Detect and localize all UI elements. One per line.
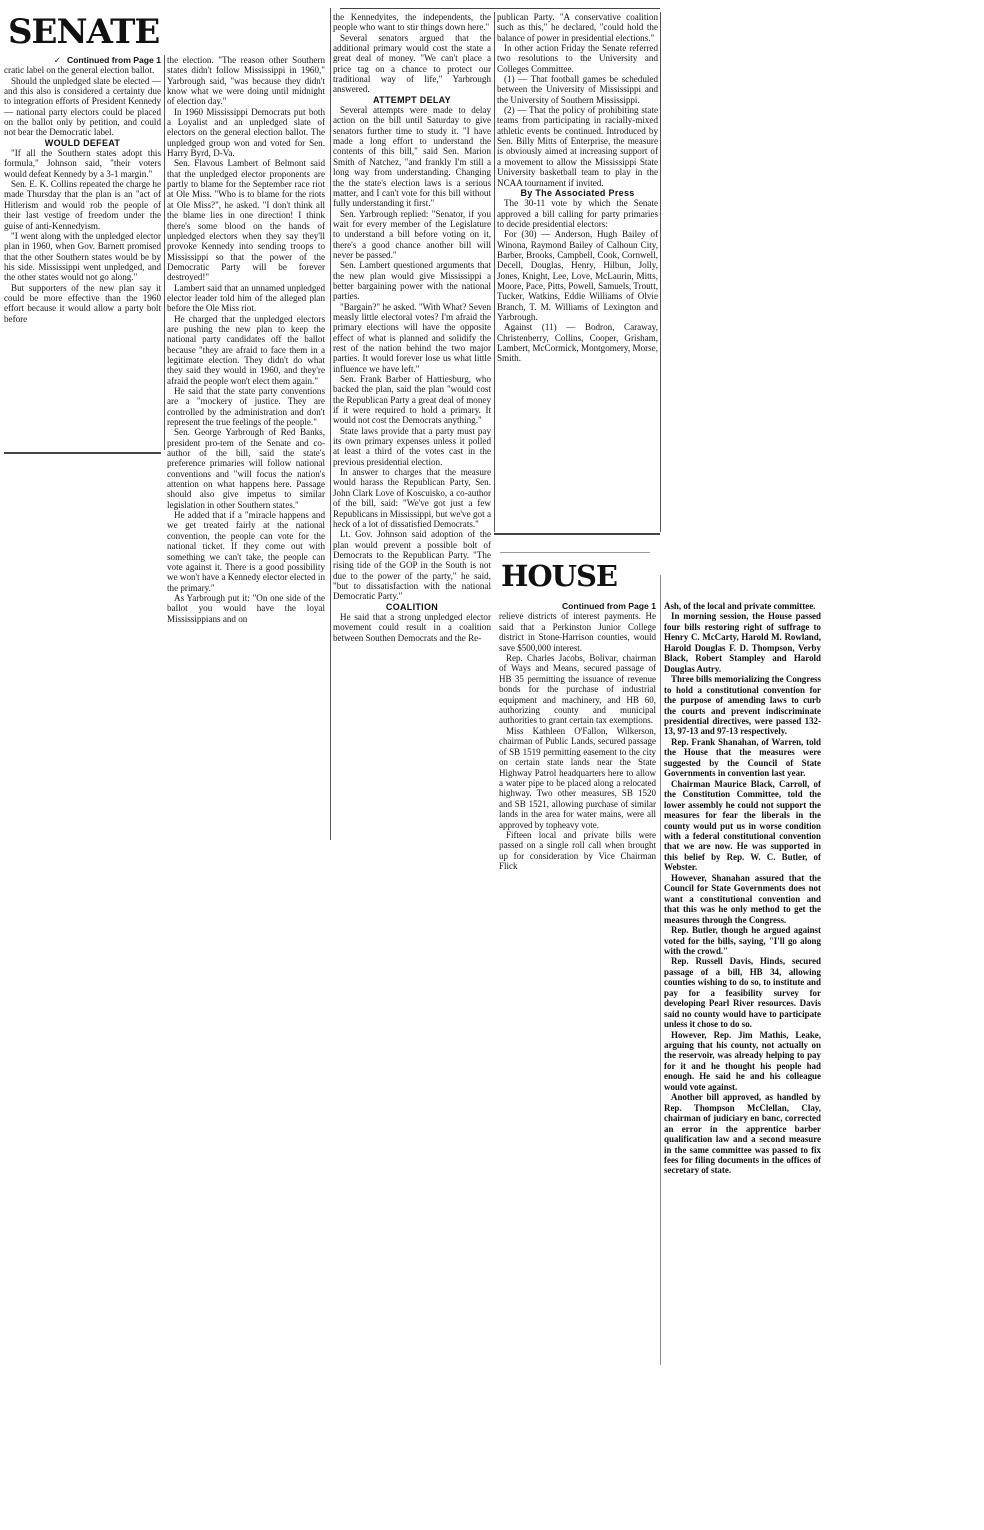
paragraph: Lt. Gov. Johnson said adoption of the plan would prevent a possible bolt of Democrats to the Republican Party. "The rising tide of the GOP in the South is not due to the power of the party," he said, "but to dissatisfaction with the national Democratic Party." — [333, 529, 491, 602]
paragraph: Chairman Maurice Black, Carroll, of the Constitution Committee, told the lower assembly he could not support the measures for fear the liberals in the county would put us in worse condition with a federal constitutional convention that we are now. He was supported in this belief by Rep. W. C. Butler, of Webster. — [664, 778, 821, 873]
paragraph: However, Rep. Jim Mathis, Leake, arguing that his county, not actually on the reservoir, was already helping to pay for it and he thought his people had enough. He said he and his colleague would vote against. — [664, 1029, 821, 1092]
paragraph: For (30) — Anderson, Hugh Bailey of Winona, Raymond Bailey of Calhoun City, Barber, Brooks, Campbell, Cook, Cornwell, Decell, Douglas, Henry, Hilbun, Jolly, Jones, Knight, Lee, Love, McLaurin, Mitts, Moore, Pace, Pitts, Powell, Samuels, Troutt, Tucker, Watkins, Eddie Williams of Olvie Branch, T. M. Williams of Lexington and Yarbrough. — [497, 229, 658, 322]
paragraph: Fifteen local and private bills were passed on a single roll call when brought up for consideration by Vice Chairman Flick — [499, 829, 656, 872]
paragraph: In 1960 Mississippi Democrats put both a Loyalist and an unpledged slate of electors on the general election ballot. The unpledged group won and voted for Sen. Harry Byrd, D-Va. — [167, 106, 325, 159]
paragraph: In morning session, the House passed four bills restoring right of suffrage to Henry C. McCarty, Harold M. Rowland, Harold Douglas F. D. Thompson, Verby Black, Robert Stampley and Harold Douglas Autry. — [664, 611, 821, 674]
column-rule — [4, 452, 161, 454]
paragraph: Several attempts were made to delay action on the bill until Saturday to give senators further time to study it. "I have made a long effort to understand the contents of this bill," said Sen. Marion Smith of Natchez, "and frankly I'm still a long way from understanding. Changing the the state's election laws is a serious matter, and I can't vote for this bill without fully understanding it first." — [333, 105, 491, 209]
paragraph: He said that the state party conventions are a "mockery of justice. They are controlled by the administration and don't represent the true feelings of the people." — [167, 386, 325, 428]
paragraph: Sen. E. K. Collins repeated the charge he made Thursday that the plan is an "act of Hitlerism and would rob the people of their last vestige of freedom under the guise of anti-Kennedyism. — [4, 179, 161, 231]
senate-column-2 — [167, 55, 325, 624]
top-rule — [500, 552, 650, 553]
paragraph: Against (11) — Bodron, Caraway, Christenberry, Collins, Cooper, Grisham, Lambert, McCormick, Montgomery, Morse, Smith. — [497, 322, 658, 364]
senate-continued-label: ✓ Continued from Page 1 — [53, 55, 161, 65]
column-divider — [660, 575, 661, 1365]
paragraph: In answer to charges that the measure would harass the Republican Party, Sen. John Clark Love of Koscuisko, a co-author of the bill, said: "We've got just a few Republicans in Mississippi, but we've got a heck of a lot of dissatisfied Democrats." — [333, 467, 491, 529]
senate-column-4 — [497, 12, 658, 364]
paragraph: Ash, of the local and private committee. — [664, 601, 816, 611]
paragraph: (1) — That football games be scheduled between the University of Mississippi and the University of Southern Mississippi. — [497, 74, 658, 105]
paragraph: The 30-11 vote by which the Senate approved a bill calling for party primaries to decide presidential electors: — [497, 198, 658, 229]
top-rule — [340, 8, 660, 9]
paragraph: Several senators argued that the additional primary would cost the state a great deal of money. "We can't place a price tag on a chance to protect our traditional way of life," Yarbrough answered. — [333, 32, 491, 95]
paragraph: Another bill approved, as handled by Rep. Thompson McClellan, Clay, chairman of judiciary en banc, corrected an error in the apprentice barber qualification law and a second measure in the same committee was passed to fix fees for filing documents in the offices of secretary of state. — [664, 1092, 821, 1176]
paragraph: "If all the Southern states adopt this formula," Johnson said, "their voters would defeat Kennedy by a 3-1 margin." — [4, 148, 161, 179]
column-divider — [494, 12, 495, 532]
paragraph: Rep. Charles Jacobs, Bolivar, chairman of Ways and Means, secured passage of HB 35 permitting the issuance of revenue bonds for the purchase of industrial equipment and machinery, and HB 60, authorizing county and municipal authorities to grant certain tax exemptions. — [499, 653, 656, 726]
paragraph: "Bargain?" he asked. "With What? Seven measly little electoral votes? I'm afraid the primary elections will have the opposite effect of what is planned and solidify the rest of the nation behind the two major parties. It would forever lose us what little influence we have left." — [333, 301, 491, 374]
paragraph: He said that a strong unpledged elector movement could result in a coalition between Southen Democrats and the Re- — [333, 611, 491, 643]
column-divider — [330, 8, 331, 840]
house-column-2 — [664, 601, 821, 1176]
subhead: WOULD DEFEAT — [44, 137, 121, 148]
paragraph: In other action Friday the Senate referred two resolutions to the University and Colleges Committee. — [497, 43, 658, 74]
paragraph: He charged that the unpledged electors are pushing the new plan to keep the national party candidates off the ballot because "they are afraid to face them in a legitimate election. They didn't do what they said they would in 1960, and they're afraid the people won't elect them again." — [167, 313, 325, 386]
paragraph: Rep. Butler, though he argued against voted for the bills, saying, "I'll go along with the crowd." — [664, 925, 821, 956]
senate-column-1 — [4, 55, 161, 324]
paragraph: Should the unpledged slate be elected — and this also is considered a certainty due to integration efforts of President Kennedy — national party electors could be placed on the ballot only by petition, and could not bear the Democratic label. — [4, 75, 161, 138]
paragraph: However, Shanahan assured that the Council for State Governments does not want a constitutional convention and that this was he only method to get the measures through the Congress. — [664, 872, 821, 925]
subhead: ATTEMPT DELAY — [373, 94, 451, 105]
house-headline: HOUSE — [501, 559, 617, 593]
paragraph: As Yarbrough put it: "On one side of the ballot you would have the loyal Mississippians and on — [167, 592, 325, 624]
column-divider — [164, 55, 165, 450]
paragraph: Sen. Flavous Lambert of Belmont said that the unpledged elector proponents are partly to blame for the September race riot at Ole Miss. "Who is to blame for the riots at Ole Miss?", he asked. "I don't think all the blame lies in one direction! I think there's some blood on the hands of unpledged electors when they say they'll provoke Kennedy into sending troops to Mississippi so that the power of the Democratic Party will be forever destroyed!" — [167, 158, 325, 283]
byline: By The Associated Press — [520, 187, 635, 198]
paragraph: "I went along with the unpledged elector plan in 1960, when Gov. Barnett promised that the other Southern states would be by his side. Mississippi went unpledged, and the other states would not go along." — [4, 230, 161, 283]
paragraph: publican Party. "A conservative coalition such as this," he declared, "could hold the balance of power in presidential elections." — [497, 12, 658, 43]
house-column-1 — [499, 601, 656, 872]
paragraph: Rep. Russell Davis, Hinds, secured passage of a bill, HB 34, allowing counties wishing to do so, to institute and pay for a feasibility survey for developing Pearl River resources. Davis said no county would have to participate unless it chose to do so. — [664, 956, 821, 1030]
column-rule — [494, 533, 660, 535]
paragraph: relieve districts of interest payments. He said that a Perkinston Junior College district in Stone-Harrison counties, would save $500,000 interest. — [499, 611, 656, 653]
paragraph: But supporters of the new plan say it could be more effective than the 1960 effort because it would allow a party bolt before — [4, 282, 161, 324]
senate-headline: SENATE — [8, 12, 160, 52]
paragraph: (2) — That the policy of prohibiting state teams from participating in racially-mixed athletic events be continued. Introduced by Sen. Billy Mitts of Enterprise, the measure is obviously aimed at increasing support of a movement to allow the Mississippi State University basketball team to play in the NCAA tournament if invited. — [497, 105, 658, 188]
subhead: COALITION — [385, 601, 439, 612]
paragraph: Three bills memorializing the Congress to hold a constitutional convention for the purpose of amending laws to curb the courts and prevent indiscriminate presidential directives, were passed 132-13, 97-13 and 97-13 respectively. — [664, 674, 821, 737]
paragraph: He added that if a "miracle happens and we get treated fairly at the national convention, the people can vote for the national ticket. If they come out with something we can't take, the people can vote against it. There is a good possibility we won't have a Kennedy elector elected in the primary." — [167, 510, 325, 593]
paragraph: Sen. Frank Barber of Hattiesburg, who backed the plan, said the plan "would cost the Republican Party a great deal of money if it were required to hold a primary. It would not cost the Democrats anything." — [333, 374, 491, 426]
paragraph: Lambert said that an unnamed unpledged elector leader told him of the alleged plan before the Ole Miss riot. — [167, 282, 325, 314]
paragraph: Rep. Frank Shanahan, of Warren, told the House that the measures were suggested by the Council of State Governments in convention last year. — [664, 736, 821, 779]
column-divider — [660, 12, 661, 532]
senate-column-3 — [333, 12, 491, 643]
checkmark-icon: ✓ — [53, 55, 61, 65]
paragraph: Sen. Lambert questioned arguments that the new plan would give Mississippi a better bargaining power with the national parties. — [333, 260, 491, 302]
paragraph: cratic label on the general election ballot. — [4, 65, 155, 76]
paragraph: Sen. Yarbrough replied: "Senator, if you wait for every member of the Legislature to understand a bill before voting on it, there's a good chance another bill will never be passed." — [333, 208, 491, 260]
paragraph: Sen. George Yarbrough of Red Banks, president pro-tem of the Senate and co-author of the bill, said the state's preference primaries will follow national conventions and "will focus the nation's attention on what happens here. Passage should also give impetus to similar legislation in other Southern states." — [167, 427, 325, 510]
paragraph: State laws provide that a party must pay its own primary expenses unless it polled at least a third of the votes cast in the previous presidential election. — [333, 425, 491, 467]
paragraph: the election. "The reason other Southern states didn't follow Mississippi in 1960," Yarbrough said, "was because they didn't know what we were doing until midnight of election day." — [167, 55, 325, 107]
house-continued-label: Continued from Page 1 — [561, 601, 656, 611]
paragraph: Miss Kathleen O'Fallon, Wilkerson, chairman of Public Lands, secured passage of SB 1519 permitting easement to the city on certain state lands near the State Highway Patrol headquarters here to allow a water pipe to be placed along a relocated highway. Two other measures, SB 1520 and SB 1521, allowing purchase of similar lands in the area for water mains, were all approved by topheavy vote. — [499, 725, 656, 830]
paragraph: the Kennedyites, the independents, the people who want to stir things down here." — [333, 12, 491, 33]
